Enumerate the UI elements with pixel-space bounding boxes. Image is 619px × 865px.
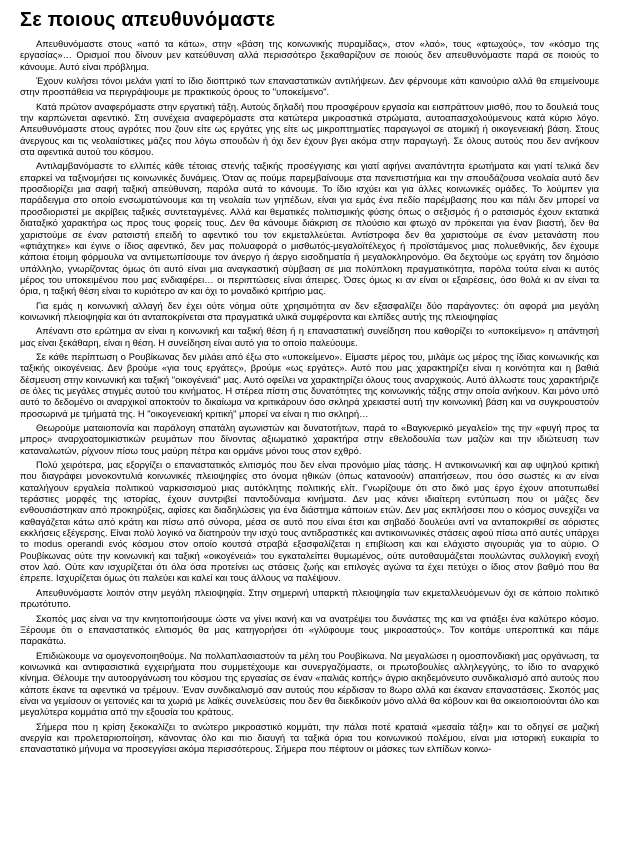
paragraph: Επιδιώκουμε να ομογενοποιηθούμε. Να πολλαπλασιαστούν τα μέλη του Ρουβίκωνα. Να μεγαλώσει η ομοσπονδιακή μας οργάνωση, τα κοινωνικά και αντιφασιστικά εγχειρήματα που συμμετέχουμε και συνεργαζόμαστε, οι πρωτοβουλίες αλληλεγγύης, το ίδιο το αναρχικό κίνημα. Θέλουμε την αυτοοργάνωση του κόσμου της εργασίας σε έναν «παλιάς κοπής» άγριο ακηδεμόνευτο συνδικαλισμό από αυτούς που κάποτε έκανε τα αφεντικά να τρέμουν. Έναν συνδικαλισμό σαν αυτούς που κέρδισαν το 8ωρο αλλά και έκαναν επαναστάσεις. Σκοπός μας είναι να γεμίσουν οι γειτονιές και τα χωριά με λαϊκές συνελεύσεις που δεν θα διεκδικούν μόνο αλλά θα κόβουν και θα οικειοποιούνται όλο και μεγαλύτερα κομμάτια από την εξουσία του κράτους. bbox=[20, 649, 599, 718]
paragraph: Αντιλαμβανόμαστε το ελλιπές κάθε τέτοιας στενής ταξικής προσέγγισης και γιατί αφήνει αναπάντητα ερωτήματα και γιατί τελικά δεν επαρκεί να ταξινομήσει τις κοινωνικές δυνάμεις. Όταν ας πούμε παρεμβαίνουμε στα πανεπιστήμια και την σπουδάζουσα νεολαία αυτό δεν προσδιορίζει μια σαφή ταξική απεύθυνση, παρόλα αυτά το κάνουμε. Το ίδιο ισχύει και για άλλες κοινωνικές ομάδες. Το λούμπεν για παράδειγμα στο οποίο ενσωματώνουμε και τη νεολαία των γηπέδων, είναι για εμάς ένα πεδίο παρέμβασης που και πάλι δεν μπορεί να προσδιοριστεί με ακρίβεις ταξικές συντεταγμένες. Αλλά και θεματικές πολιτισμικής φύσης όπως ο σεξισμός ή ο ρατσισμός έχουν εκτατικά διαταξικό χαρακτήρα ως προς τους φορείς τους. Δεν θα κάνουμε διάκριση σε πλούσιο και φτωχό αν πρόκειται για έναν βιαστή, δεν θα χαριστούμε σε έναν ρατσιστή επειδή το αφεντικό του τον εκμεταλλεύεται. Αντίστροφα δεν θα χαριστούμε σε έναν μετανάστη που «φτιάχτηκε» και έγινε ο ίδιος αφεντικό, δεν μας πολυαφορά ο μισθωτός-μεγαλοϊτέλεχος ή προϊστάμενος μιας πολυεθνικής, δεν έχουμε κάποια έτοιμη φόρμουλα να αντιμετωπίσουμε τον άνεργο ή άεργο εισοδηματία ή μεγαλοκληρονόμο. Θα δεχτούμε ως εργάτη τον δημόσιο υπάλληλο, γνωρίζοντας όμως ότι αυτό είναι μια αναγκαστική σύμβαση σε μια πολύπλοκη πραγματικότητα, παρόλα τούτα είναι κι αυτός μέρος του υποκειμένου που μας ενδιαφέρει… οι περιπτώσεις είναι άπειρες. Όσες όμως κι αν είναι οι εξαιρέσεις, όσο θολά κι αν είναι τα όρια, η ταξική θέση είναι το κυριότερο αν και όχι το μοναδικό κριτήριο μας. bbox=[20, 160, 599, 297]
paragraph: Για εμάς η κοινωνική αλλαγή δεν έχει ούτε νόημα ούτε χρησιμότητα αν δεν εξασφαλίζει δύο παράγοντες: ότι αφορά μια μεγάλη κοινωνική πλειοψηφία και ότι ανταποκρίνεται στα πραγματικά υλικά συμφέροντα και ελπίδες αυτής της πλειοψηφίας bbox=[20, 299, 599, 322]
paragraph: Σε κάθε περίπτωση ο Ρουβίκωνας δεν μιλάει από έξω στο «υποκείμενο». Είμαστε μέρος του, μιλάμε ως μέρος της ίδιας κοινωνικής και ταξικής οικογένειας. Δεν βρούμε «για τους εργάτες», βρούμε «ως εργάτες». Αυτό που μας χαρακτηρίζει είναι η κοινότητα και η βαθιά δέσμευση στην κοινωνική και ταξική "οικογένειά" μας. Αυτό οφείλει να χαρακτηρίζει όλους τους αναρχικούς. Αυτό άλλωστε τους χαρακτήριζε σε όλες τις μεγάλες στιγμές αυτού του κινήματος. Η στέρεα πίστη στις δυνατότητες της κοινωνικής τάξης στην οποία ανήκουν. Και μόνο υπό αυτό το δεδομένο οι αναρχικοί αποκτούν το δικαίωμα να κριτικάρουν όσο σκληρά χρειαστεί αυτή την κοινωνική βάση και να συγκρουστούν προσωρινά με τμήματά της. Η "οικογενειακή κριτική" μπορεί να είναι η πιο σκληρή… bbox=[20, 350, 599, 419]
paragraph: Απευθυνόμαστε λοιπόν στην μεγάλη πλειοψηφία. Στην σημερινή υπαρκτή πλειοψηφία των εκμεταλλευόμενων όχι σε κάποιο πολιτικό πρωτότυπο. bbox=[20, 586, 599, 610]
paragraph: Έχουν κυλήσει τόνοι μελάνι γιατί το ίδιο διοπτρικό των επαναστατικών αντιλήψεων. Δεν φέρνουμε κάτι καινούριο αλλά θα επιμείνουμε στην προσπάθεια να περιγράψουμε με πρακτικούς όρους το "υποκείμενο". bbox=[20, 75, 599, 98]
paragraph: Σκοπός μας είναι να την κινητοποιήσουμε ώστε να γίνει ικανή και να ανατρέψει του δυνάστες της και να φτιάξει ένα καλύτερο κόσμο. Ξέρουμε ότι ο επαναστατικός ελιτισμός θα μας κατηγορήσει ότι «γλύφουμε τους μικροαστούς». Τον κοιτάμε υπεροπτικά και πάμε παρακάτω. bbox=[20, 612, 599, 647]
paragraph: Σήμερα που η κρίση ξεκοκαλίζει το ανώτερο μικροαστικό κομμάτι, την πάλαι ποτέ κραταιά «μεσαία τάξη» και το οδηγεί σε μαζική ανεργία και προλεταριοποίηση, κάνοντας όλο και πιο διαυγή τα ταξικά όρια του κοινωνικού πολέμου, είναι μια ιστορική ευκαιρία το επαναστατικό μήνυμα να προσεγγίσει ακόμα περισσότερους. Σήμερα που πέφτουν οι μάσκες των ελπίδων κοινω- bbox=[20, 720, 599, 755]
paragraph: Απέναντι στο ερώτημα αν είναι η κοινωνική και ταξική θέση ή η επαναστατική συνείδηση που καθορίζει το «υποκείμενο» η απάντησή μας είναι ξεκάθαρη, είναι η θέση. Η συνείδηση είναι αυτό για το οποίο παλεύουμε. bbox=[20, 325, 599, 348]
document-title: Σε ποιους απευθυνόμαστε bbox=[20, 9, 276, 31]
paragraph: Απευθυνόμαστε στους «από τα κάτω», στην «βάση της κοινωνικής πυραμίδας», στον «λαό», τους «φτωχούς», τον «κόσμο της εργασίας»… Ορισμοί που δίνουν μεν κατεύθυνση αλλά περισσότερο ξεκαθαρίζουν σε ποιούς δεν απευθυνόμαστε παρά σε ποιούς το κάνουμε. Αυτό είναι πρόβλημα. bbox=[20, 38, 599, 72]
document-body bbox=[20, 38, 599, 755]
paragraph: Θεωρούμε ματαιοπονία και παράλογη σπατάλη αγωνιστών και δυνατοτήτων, παρά το «Βαγκνερικό μεγαλείο» της την «φυγή προς τα μπρος» αναρχοατομικιστικών ρευμάτων που δίνοντας αξιωματικό χαρακτήρα στην εθελοδουλία των μαζών και την ιδιώτευση των καταναλωτών, ρίχνουν πίσω τους μαύρη πέτρα και ορμάνε μόνοι τους στον εχθρό. bbox=[20, 422, 599, 456]
paragraph: Κατά πρώτον αναφερόμαστε στην εργατική τάξη. Αυτούς δηλαδή που προσφέρουν εργασία και εισπράττουν μισθό, που το δουλειά τους την καρπώνεται αφεντικό. Στη συνέχεια αναφερόμαστε στα κατώτερα μικροαστικά στρώματα, αυτοαπασχολούμενους κατά κύριο λόγο. Απευθυνόμαστε στους αγρότες που ζουν είτε ως εργάτες γης είτε ως μικροπτηματίες παραγωγοί σε ατομική ή οικογενειακή βάση. Στους άνεργους και τις νεολαιίστικες μάζες που λόγω σπουδών ή όχι δεν έχουν βγει ακόμα στην παραγωγή. Σε όλους αυτούς που δεν ανήκουν στα αφεντικά αυτού του κόσμου. bbox=[20, 100, 599, 158]
paragraph: Πολύ χειρότερα, μας εξοργίζει ο επαναστατικός ελιτισμός που δεν είναι προνόμιο μίας τάσης. Η αντικοινωνική και αφ υψηλού κριτική που διαγράφει μονοκοντυλιά κοινωνικές πλειοψηφίες στο όνομα ηθικών (όπως κατανοούν) απαιτήσεων, που όσο σωστές κι αν είναι καταλήγουν εργαλεία πολιτικού ναρκισσισμού μιας αυτόκλητης πολιτικής ελίτ. Γνωρίζουμε ότι στο δικό μας έργο έχουν αποτυπωθεί τεράστιες μορφές της ιστορίας, έχουν συντριβεί παντοδύναμα κινήματα. Δεν μας κάνει ιδιαίτερη εντύπωση που οι μάζες δεν ενθουσιάστηκαν από προκηρύξεις, αφίσες και διαδηλώσεις για ένα διάστημα κάποιων ετών. Δεν μας εκπλήσσει που ο κόσμος συνεχίζει να καθαγάζεται κάτω από κράτη και πίσω από σύνορα, μέσα σε αυτό που είναι έτσι και σηβαδό δουλεύει αντί να ανταποκριθεί σε αόριστες εκκλήσεις εξέγερσης. Είναι πολύ λογικό να διατηρούν την ισχύ τους αντιδραστικές και αντικοινωνικές στάσεις αφού πίσω από αυτές υπάρχει το modus operandi ενός κόσμου στον οποίο κουτσά στραβά εξασφαλίζεται η επιβίωση και και ελάχιστο σιγουριάς για το αύριο. Ο Ρουβίκωνας ούτε την κοινωνική και ταξική «οικογένειά» του εγκαταλείπει θυμωμένος, ούτε αυτοθαυμάζεται πουλώντας συλλογική ενοχή στον λαό. Ούτε καν ισχυρίζεται ότι όλα όσα προτείνει ως στάσεις ζωής και επιλογές αγώνα τα έχει πετύχει ο ίδιος στον βαθμό που θα έπρεπε. Ισχυρίζεται όμως ότι παλεύει και καλεί και τους άλλους να παλέψουν. bbox=[20, 459, 599, 584]
